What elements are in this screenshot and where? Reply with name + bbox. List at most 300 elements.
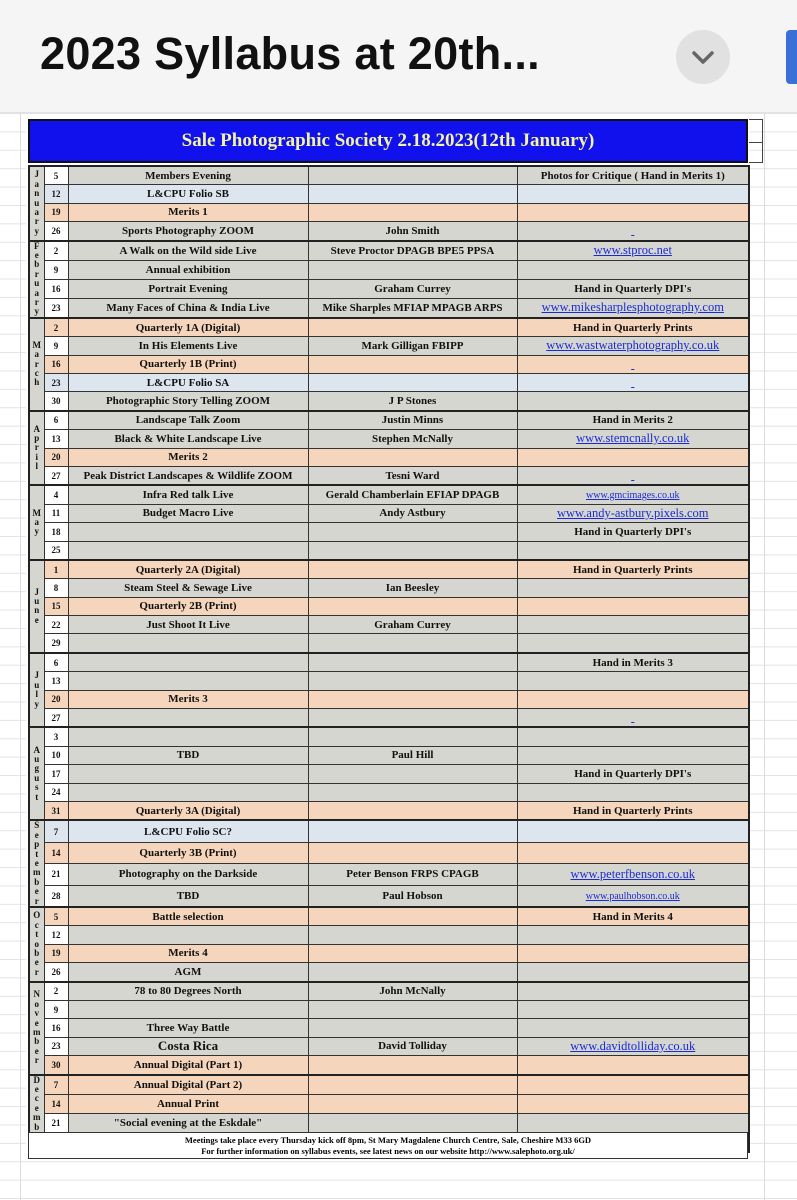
month-label <box>29 560 44 653</box>
month-letter: S <box>34 820 40 831</box>
day-cell: 12 <box>44 185 68 203</box>
event-cell: Infra Red talk Live <box>68 485 308 504</box>
month-label <box>29 166 44 241</box>
speaker-cell <box>308 765 517 783</box>
speaker-cell <box>308 926 517 944</box>
month-letter: e <box>34 857 39 868</box>
note-cell <box>517 260 749 279</box>
event-cell <box>68 653 308 672</box>
note-cell <box>517 944 749 962</box>
link-cell <box>517 485 749 504</box>
event-cell: Many Faces of China & India Live <box>68 298 308 318</box>
note-cell <box>517 203 749 221</box>
schedule-row <box>29 373 749 391</box>
schedule-row <box>29 1113 749 1132</box>
day-cell: 23 <box>44 1037 68 1055</box>
day-cell: 16 <box>44 355 68 373</box>
month-letter: m <box>33 1112 41 1123</box>
speaker-cell: Justin Minns <box>308 411 517 430</box>
day-cell: 7 <box>44 820 68 842</box>
month-letter: t <box>35 929 39 940</box>
chevron-down-icon <box>690 46 716 68</box>
month-letter: J <box>34 586 39 597</box>
note-cell <box>517 448 749 466</box>
month-letter: n <box>34 605 40 616</box>
website-link[interactable] <box>631 468 634 482</box>
event-cell: Photography on the Darkside <box>68 864 308 885</box>
website-link[interactable]: www.davidtolliday.co.uk <box>570 1038 696 1053</box>
schedule-row <box>29 222 749 241</box>
event-cell: Quarterly 3B (Print) <box>68 842 308 863</box>
note-cell <box>517 541 749 560</box>
day-cell: 5 <box>44 166 68 185</box>
schedule-row <box>29 355 749 373</box>
event-cell: Quarterly 1A (Digital) <box>68 318 308 337</box>
speaker-cell: J P Stones <box>308 392 517 411</box>
speaker-cell: Paul Hill <box>308 746 517 764</box>
month-letter: m <box>33 1027 41 1038</box>
month-letter: r <box>34 297 39 307</box>
schedule-row <box>29 337 749 355</box>
schedule-row <box>29 318 749 337</box>
day-cell: 23 <box>44 298 68 318</box>
note-cell <box>517 1019 749 1037</box>
speaker-cell: Gerald Chamberlain EFIAP DPAGB <box>308 485 517 504</box>
speaker-cell <box>308 653 517 672</box>
day-cell: 10 <box>44 746 68 764</box>
event-cell <box>68 709 308 728</box>
month-letter: m <box>33 867 41 878</box>
website-link[interactable]: www.stproc.net <box>593 243 672 258</box>
event-cell: Steam Steel & Sewage Live <box>68 579 308 597</box>
speaker-cell <box>308 597 517 615</box>
note-cell: Hand in Quarterly DPI's <box>517 523 749 541</box>
month-letter: u <box>34 278 40 289</box>
speaker-cell: Graham Currey <box>308 616 517 634</box>
speaker-cell <box>308 166 517 185</box>
side-panel-edge[interactable] <box>786 30 797 84</box>
event-cell: Costa Rica <box>68 1037 308 1055</box>
website-link[interactable] <box>631 375 634 389</box>
day-cell: 16 <box>44 279 68 298</box>
month-letter: s <box>34 782 39 793</box>
day-cell: 17 <box>44 765 68 783</box>
note-cell <box>517 727 749 746</box>
schedule-row <box>29 1056 749 1075</box>
speaker-cell <box>308 820 517 842</box>
month-label <box>29 982 44 1075</box>
day-cell: 22 <box>44 616 68 634</box>
speaker-cell <box>308 1075 517 1095</box>
event-cell: Quarterly 2B (Print) <box>68 597 308 615</box>
month-label <box>29 485 44 560</box>
note-cell <box>517 1113 749 1132</box>
schedule-row <box>29 820 749 842</box>
link-cell <box>517 222 749 241</box>
event-cell <box>68 1000 308 1018</box>
day-cell: 2 <box>44 241 68 261</box>
note-cell <box>517 842 749 863</box>
note-cell <box>517 1094 749 1113</box>
day-cell: 11 <box>44 504 68 522</box>
speaker-cell <box>308 944 517 962</box>
month-letter: g <box>34 763 39 774</box>
month-letter: p <box>34 432 40 443</box>
month-letter: o <box>34 938 39 949</box>
day-cell: 19 <box>44 203 68 221</box>
schedule-row <box>29 616 749 634</box>
month-label <box>29 411 44 486</box>
speaker-cell: John Smith <box>308 222 517 241</box>
note-cell <box>517 783 749 801</box>
link-cell <box>517 373 749 391</box>
month-letter: o <box>34 998 39 1009</box>
day-cell: 24 <box>44 783 68 801</box>
link-cell <box>517 430 749 448</box>
website-link[interactable]: www.stemcnally.co.uk <box>576 431 690 446</box>
note-cell: Hand in Quarterly DPI's <box>517 765 749 783</box>
month-letter: y <box>34 306 39 317</box>
speaker-cell <box>308 541 517 560</box>
month-letter: M <box>32 507 41 518</box>
schedule-row <box>29 765 749 783</box>
speaker-cell <box>308 318 517 337</box>
event-cell <box>68 765 308 783</box>
speaker-cell: Peter Benson FRPS CPAGB <box>308 864 517 885</box>
month-letter: a <box>34 178 39 189</box>
speaker-cell: David Tolliday <box>308 1037 517 1055</box>
event-cell: TBD <box>68 746 308 764</box>
month-letter: r <box>34 1055 39 1066</box>
speaker-cell <box>308 690 517 708</box>
month-letter: A <box>33 744 40 755</box>
month-letter: u <box>34 772 40 783</box>
speaker-cell: Stephen McNally <box>308 430 517 448</box>
website-link[interactable]: www.mikesharplesphotography.com <box>541 300 724 315</box>
note-cell <box>517 982 749 1001</box>
month-letter: r <box>34 442 39 453</box>
day-cell: 21 <box>44 1113 68 1132</box>
schedule-row <box>29 885 749 907</box>
document-title: 2023 Syllabus at 20th... <box>40 28 540 79</box>
footer-line-website: For further information on syllabus events, see latest news on our website http://www.salephoto.org.uk/ <box>201 1146 575 1156</box>
schedule-row <box>29 672 749 690</box>
day-cell: 13 <box>44 672 68 690</box>
speaker-cell: Paul Hobson <box>308 885 517 907</box>
event-cell: Annual Print <box>68 1094 308 1113</box>
speaker-cell: Steve Proctor DPAGB BPE5 PPSA <box>308 241 517 261</box>
month-letter: O <box>33 910 41 921</box>
event-cell: Merits 1 <box>68 203 308 221</box>
event-cell: Members Evening <box>68 166 308 185</box>
month-letter: u <box>34 754 40 765</box>
schedule-row <box>29 203 749 221</box>
month-letter: e <box>34 829 39 840</box>
note-cell <box>517 1000 749 1018</box>
speaker-cell: Tesni Ward <box>308 466 517 485</box>
month-letter: b <box>34 1036 40 1047</box>
footer-note <box>28 1132 748 1159</box>
day-cell: 18 <box>44 523 68 541</box>
speaker-cell: Andy Astbury <box>308 504 517 522</box>
event-cell: Three Way Battle <box>68 1019 308 1037</box>
event-cell: TBD <box>68 885 308 907</box>
speaker-cell <box>308 801 517 820</box>
month-letter: r <box>34 358 39 369</box>
speaker-cell <box>308 727 517 746</box>
schedule-row <box>29 746 749 764</box>
event-cell <box>68 634 308 653</box>
month-letter: e <box>34 1045 39 1056</box>
month-label <box>29 727 44 820</box>
schedule-row <box>29 411 749 430</box>
month-label <box>29 318 44 411</box>
event-cell <box>68 926 308 944</box>
website-link[interactable]: www.andy-astbury.pixels.com <box>557 505 709 520</box>
note-cell <box>517 579 749 597</box>
schedule-row <box>29 523 749 541</box>
schedule-row <box>29 634 749 653</box>
day-cell: 28 <box>44 885 68 907</box>
event-cell: Landscape Talk Zoom <box>68 411 308 430</box>
link-cell <box>517 466 749 485</box>
note-cell <box>517 963 749 982</box>
day-cell: 30 <box>44 392 68 411</box>
expand-button[interactable] <box>676 30 730 84</box>
event-cell: Merits 3 <box>68 690 308 708</box>
day-cell: 14 <box>44 842 68 863</box>
day-cell: 3 <box>44 727 68 746</box>
schedule-row <box>29 907 749 926</box>
day-cell: 31 <box>44 801 68 820</box>
month-letter: r <box>34 268 39 279</box>
speaker-cell <box>308 842 517 863</box>
event-cell <box>68 727 308 746</box>
month-letter: a <box>34 516 39 527</box>
schedule-row <box>29 241 749 261</box>
day-cell: 26 <box>44 222 68 241</box>
event-cell: Sports Photography ZOOM <box>68 222 308 241</box>
link-cell <box>517 1037 749 1055</box>
side-cells <box>749 119 763 163</box>
event-cell <box>68 541 308 560</box>
speaker-cell <box>308 783 517 801</box>
month-letter: v <box>34 1008 39 1019</box>
schedule-row <box>29 1075 749 1095</box>
month-letter: p <box>34 839 40 850</box>
month-letter: h <box>34 377 40 388</box>
month-letter: u <box>34 595 40 606</box>
note-cell <box>517 820 749 842</box>
month-letter: e <box>34 249 39 260</box>
day-cell: 29 <box>44 634 68 653</box>
speaker-cell <box>308 1094 517 1113</box>
month-letter: b <box>34 876 40 887</box>
schedule-row <box>29 504 749 522</box>
speaker-cell <box>308 260 517 279</box>
note-cell <box>517 616 749 634</box>
day-cell: 30 <box>44 1056 68 1075</box>
day-cell: 23 <box>44 373 68 391</box>
document-header <box>0 0 797 113</box>
day-cell: 9 <box>44 260 68 279</box>
link-cell <box>517 241 749 261</box>
month-label <box>29 653 44 728</box>
day-cell: 19 <box>44 944 68 962</box>
speaker-cell <box>308 1113 517 1132</box>
note-cell <box>517 185 749 203</box>
schedule-row <box>29 560 749 579</box>
schedule-row <box>29 926 749 944</box>
event-cell: L&CPU Folio SC? <box>68 820 308 842</box>
month-letter: c <box>34 1093 39 1104</box>
day-cell: 20 <box>44 690 68 708</box>
month-letter: e <box>34 1102 39 1113</box>
speaker-cell <box>308 560 517 579</box>
note-cell <box>517 1075 749 1095</box>
schedule-row <box>29 485 749 504</box>
schedule-row <box>29 963 749 982</box>
month-letter: u <box>34 197 40 208</box>
month-letter: e <box>34 614 39 625</box>
event-cell: Budget Macro Live <box>68 504 308 522</box>
month-letter: e <box>34 1017 39 1028</box>
month-letter: D <box>33 1074 40 1085</box>
month-letter: r <box>34 895 39 906</box>
speaker-cell: Graham Currey <box>308 279 517 298</box>
month-letter: a <box>34 287 39 298</box>
month-letter: b <box>34 948 40 958</box>
schedule-row <box>29 783 749 801</box>
event-cell: Annual Digital (Part 2) <box>68 1075 308 1095</box>
month-letter: b <box>34 1121 40 1132</box>
schedule-row <box>29 597 749 615</box>
note-cell: Photos for Critique ( Hand in Merits 1) <box>517 166 749 185</box>
schedule-row <box>29 1037 749 1055</box>
schedule-row <box>29 801 749 820</box>
speaker-cell <box>308 1056 517 1075</box>
event-cell: Portrait Evening <box>68 279 308 298</box>
website-link[interactable] <box>631 710 634 724</box>
note-cell <box>517 634 749 653</box>
speaker-cell <box>308 373 517 391</box>
schedule-row <box>29 690 749 708</box>
schedule-row <box>29 166 749 185</box>
website-link[interactable]: www.wastwaterphotography.co.uk <box>546 338 720 353</box>
event-cell: AGM <box>68 963 308 982</box>
note-cell: Hand in Merits 2 <box>517 411 749 430</box>
day-cell: 6 <box>44 653 68 672</box>
event-cell: Quarterly 1B (Print) <box>68 355 308 373</box>
schedule-row <box>29 1019 749 1037</box>
event-cell <box>68 672 308 690</box>
speaker-cell <box>308 1019 517 1037</box>
schedule-row <box>29 260 749 279</box>
footer-line-meetings: Meetings take place every Thursday kick off 8pm, St Mary Magdalene Church Centre, Sale, Cheshire M33 6GD <box>184 1135 592 1145</box>
day-cell: 4 <box>44 485 68 504</box>
event-cell: 78 to 80 Degrees North <box>68 982 308 1001</box>
day-cell: 6 <box>44 411 68 430</box>
event-cell: A Walk on the Wild side Live <box>68 241 308 261</box>
schedule-row <box>29 392 749 411</box>
month-letter: F <box>34 240 40 251</box>
day-cell: 2 <box>44 318 68 337</box>
day-cell: 1 <box>44 560 68 579</box>
month-letter: b <box>34 259 40 270</box>
month-letter: r <box>34 216 39 227</box>
link-cell <box>517 337 749 355</box>
schedule-row <box>29 709 749 728</box>
schedule-row <box>29 185 749 203</box>
day-cell: 16 <box>44 1019 68 1037</box>
website-link[interactable]: www.peterfbenson.co.uk <box>570 866 695 881</box>
schedule-row <box>29 430 749 448</box>
syllabus-table <box>28 165 750 1153</box>
link-cell <box>517 355 749 373</box>
speaker-cell <box>308 523 517 541</box>
speaker-cell <box>308 907 517 926</box>
day-cell: 7 <box>44 1075 68 1095</box>
month-letter: N <box>33 989 40 1000</box>
speaker-cell <box>308 963 517 982</box>
event-cell: L&CPU Folio SA <box>68 373 308 391</box>
event-cell: Annual exhibition <box>68 260 308 279</box>
speaker-cell <box>308 203 517 221</box>
website-link[interactable]: www.paulhobson.co.uk <box>585 890 680 902</box>
month-letter: r <box>34 966 39 977</box>
day-cell: 20 <box>44 448 68 466</box>
day-cell: 14 <box>44 1094 68 1113</box>
website-link[interactable] <box>631 357 634 371</box>
schedule-row <box>29 448 749 466</box>
schedule-row <box>29 1000 749 1018</box>
event-cell: In His Elements Live <box>68 337 308 355</box>
month-letter: t <box>35 791 39 802</box>
event-cell: Battle selection <box>68 907 308 926</box>
event-cell: Quarterly 3A (Digital) <box>68 801 308 820</box>
day-cell: 27 <box>44 466 68 485</box>
schedule-row <box>29 842 749 863</box>
event-cell <box>68 523 308 541</box>
speaker-cell: John McNally <box>308 982 517 1001</box>
month-label <box>29 907 44 982</box>
event-cell: L&CPU Folio SB <box>68 185 308 203</box>
event-cell: Merits 4 <box>68 944 308 962</box>
link-cell <box>517 298 749 318</box>
month-letter: u <box>34 679 40 690</box>
website-link[interactable]: www.gmcimages.co.uk <box>586 490 680 502</box>
syllabus-banner: Sale Photographic Society 2.18.2023(12th January) <box>28 119 748 163</box>
speaker-cell <box>308 634 517 653</box>
month-letter: a <box>34 206 39 217</box>
day-cell: 26 <box>44 963 68 982</box>
website-link[interactable] <box>631 223 634 237</box>
note-cell <box>517 690 749 708</box>
month-label <box>29 820 44 907</box>
day-cell: 27 <box>44 709 68 728</box>
event-cell: Annual Digital (Part 1) <box>68 1056 308 1075</box>
day-cell: 5 <box>44 907 68 926</box>
month-letter: n <box>34 188 40 199</box>
speaker-cell: Mike Sharples MFIAP MPAGB ARPS <box>308 298 517 318</box>
note-cell <box>517 746 749 764</box>
month-letter: l <box>35 461 38 472</box>
speaker-cell: Ian Beesley <box>308 579 517 597</box>
month-letter: c <box>34 367 39 378</box>
month-label <box>29 241 44 318</box>
link-cell <box>517 504 749 522</box>
speaker-cell <box>308 672 517 690</box>
